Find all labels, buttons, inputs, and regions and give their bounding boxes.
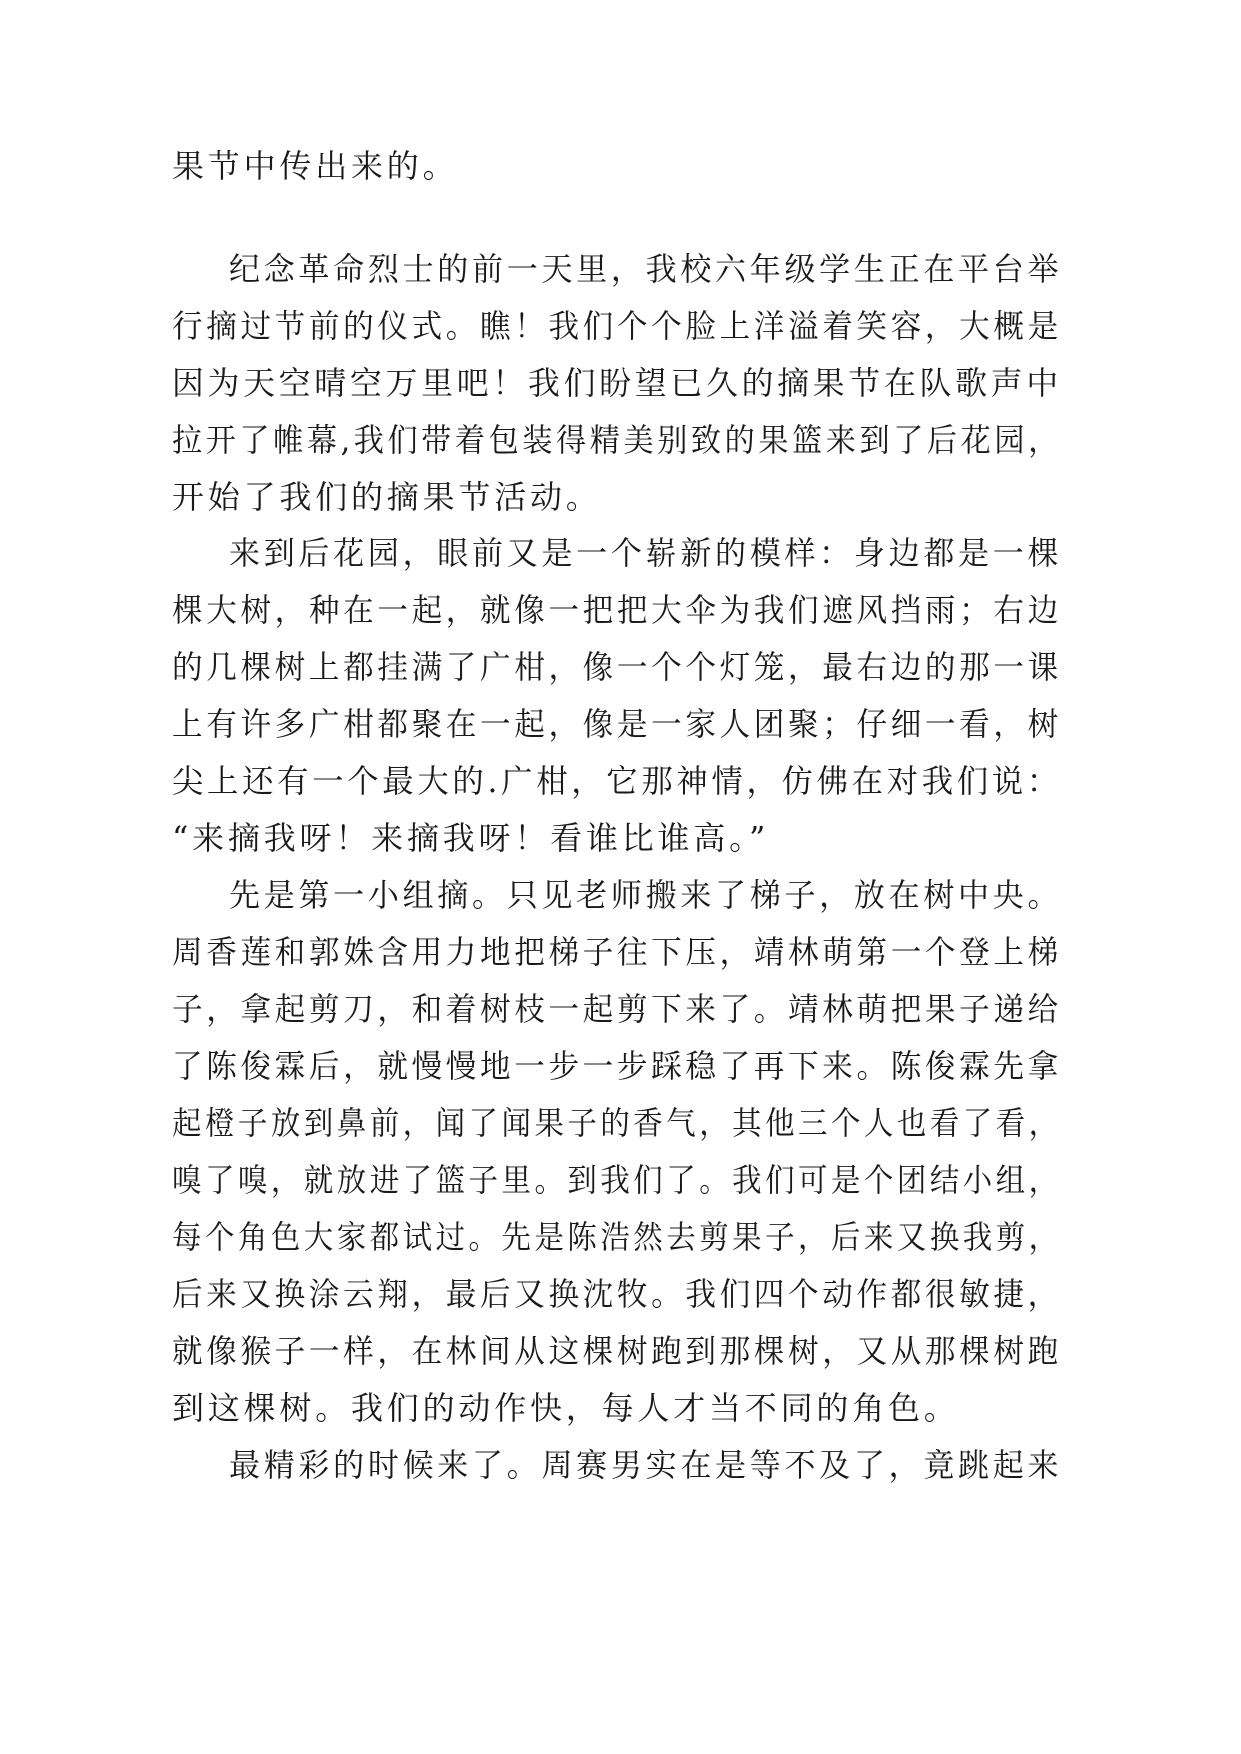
text-line: 后来又换涂云翔，最后又换沈牧。我们四个动作都很敏捷，	[172, 1275, 1062, 1313]
text-line: 最精彩的时候来了。周赛男实在是等不及了，竟跳起来	[229, 1446, 1063, 1484]
text-line: 周香莲和郭姝含用力地把梯子往下压，靖林萌第一个登上梯	[172, 933, 1062, 971]
text-line: 纪念革命烈士的前一天里，我校六年级学生正在平台举	[229, 250, 1063, 288]
text-line: 先是第一小组摘。只见老师搬来了梯子，放在树中央。	[229, 876, 1063, 914]
text-line: 起橙子放到鼻前，闻了闻果子的香气，其他三个人也看了看，	[172, 1104, 1062, 1142]
text-line: 子，拿起剪刀，和着树枝一起剪下来了。靖林萌把果子递给	[172, 990, 1062, 1028]
text-line: 上有许多广柑都聚在一起，像是一家人团聚；仔细一看，树	[172, 705, 1062, 743]
text-line: 拉开了帷幕,我们带着包装得精美别致的果篮来到了后花园，	[172, 421, 1062, 459]
text-line: 嗅了嗅，就放进了篮子里。到我们了。我们可是个团结小组，	[172, 1161, 1062, 1199]
text-line: 就像猴子一样，在林间从这棵树跑到那棵树，又从那棵树跑	[172, 1332, 1062, 1370]
text-line: 行摘过节前的仪式。瞧！我们个个脸上洋溢着笑容，大概是	[172, 307, 1062, 345]
text-line: 了陈俊霖后，就慢慢地一步一步踩稳了再下来。陈俊霖先拿	[172, 1047, 1062, 1085]
text-line: 来到后花园，眼前又是一个崭新的模样：身边都是一棵	[229, 534, 1063, 572]
text-line: “来摘我呀！来摘我呀！看谁比谁高。”	[172, 819, 770, 857]
text-line: 开始了我们的摘果节活动。	[172, 478, 602, 516]
text-line: 每个角色大家都试过。先是陈浩然去剪果子，后来又换我剪，	[172, 1218, 1062, 1256]
text-line: 棵大树，种在一起，就像一把把大伞为我们遮风挡雨；右边	[172, 591, 1062, 629]
text-line: 果节中传出来的。	[172, 147, 459, 185]
text-line: 因为天空晴空万里吧！我们盼望已久的摘果节在队歌声中	[172, 364, 1063, 402]
text-line: 的几棵树上都挂满了广柑，像一个个灯笼，最右边的那一课	[172, 648, 1062, 686]
text-line: 到这棵树。我们的动作快，每人才当不同的角色。	[172, 1389, 960, 1427]
text-line: 尖上还有一个最大的.广柑，它那神情，仿佛在对我们说：	[172, 762, 1062, 800]
